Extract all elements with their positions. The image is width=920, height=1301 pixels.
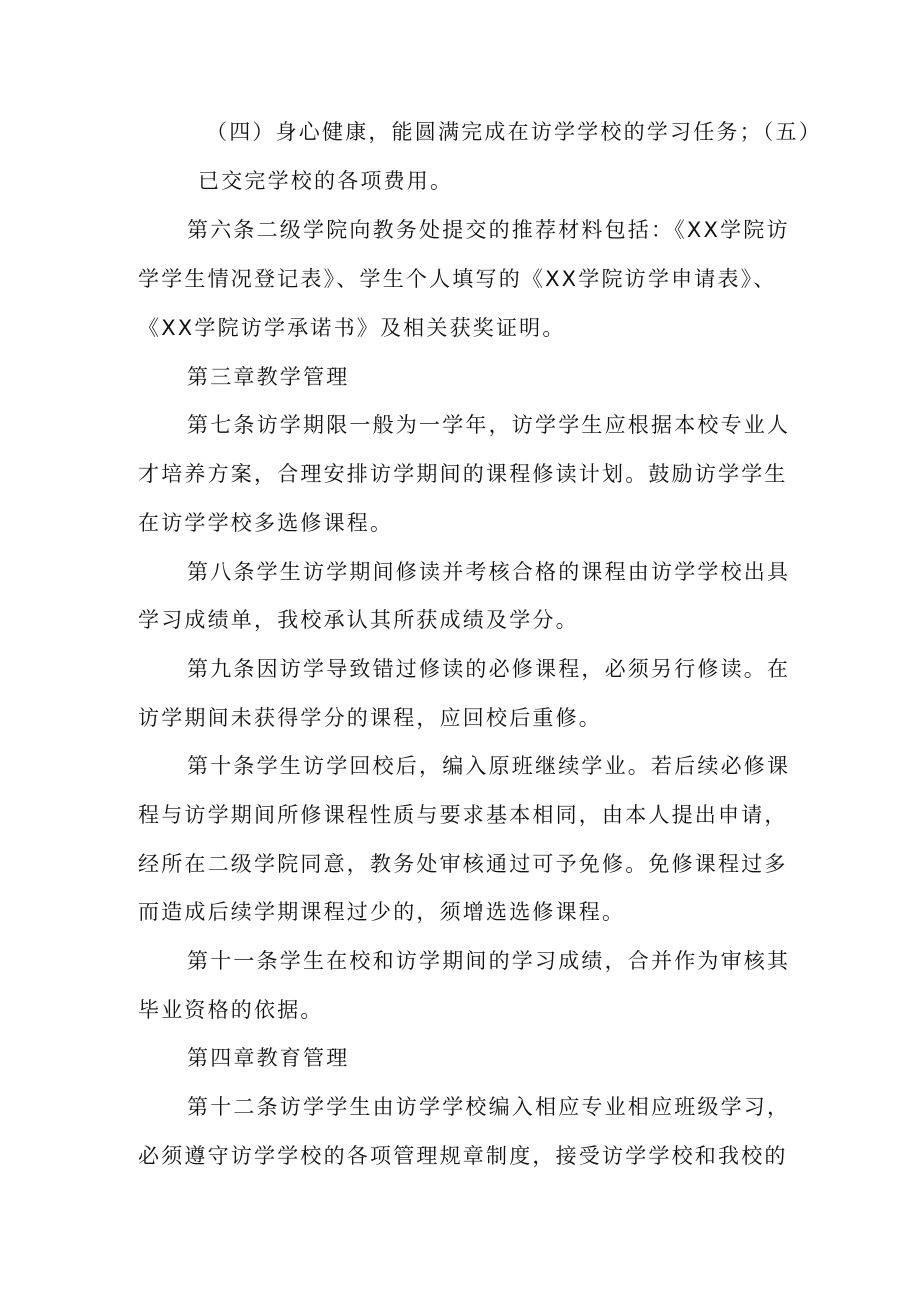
text-line: 学学生情况登记表》、学生个人填写的《XX学院访学申请表》、: [138, 267, 777, 291]
text-line: 第十条学生访学回校后，编入原班继续学业。若后续必修课: [187, 754, 791, 778]
text-line: 第十二条访学学生由访学学校编入相应专业相应班级学习，: [187, 1095, 791, 1119]
text-line: 访学期间未获得学分的课程，应回校后重修。: [138, 706, 602, 730]
chapter-heading: 第四章教育管理: [187, 1046, 350, 1070]
text-line: 已交完学校的各项费用。: [198, 169, 454, 193]
text-line: 经所在二级学院同意，教务处审核通过可予免修。免修课程过多: [138, 852, 788, 876]
text-line: 而造成后续学期课程过少的，须增选选修课程。: [138, 900, 626, 924]
text-line: 第六条二级学院向教务处提交的推荐材料包括：《XX学院访: [187, 218, 790, 242]
text-line: （四）身心健康，能圆满完成在访学学校的学习任务；（五）: [206, 120, 822, 144]
text-line: 才培养方案，合理安排访学期间的课程修读计划。鼓励访学学生: [138, 462, 788, 486]
chapter-heading: 第三章教学管理: [187, 365, 350, 389]
text-line: 程与访学期间所修课程性质与要求基本相同，由本人提出申请，: [138, 803, 788, 827]
text-line: 第七条访学期限一般为一学年，访学学生应根据本校专业人: [187, 413, 791, 437]
text-line: 毕业资格的依据。: [138, 998, 324, 1022]
text-line: 《XX学院访学承诺书》及相关获奖证明。: [138, 316, 566, 340]
text-line: 学习成绩单，我校承认其所获成绩及学分。: [138, 608, 579, 632]
text-line: 第八条学生访学期间修读并考核合格的课程由访学学校出具: [187, 560, 791, 584]
text-line: 第九条因访学导致错过修读的必修课程，必须另行修读。在: [187, 657, 791, 681]
text-line: 第十一条学生在校和访学期间的学习成绩，合并作为审核其: [187, 949, 791, 973]
text-line: 在访学学校多选修课程。: [138, 511, 394, 535]
text-line: 必须遵守访学学校的各项管理规章制度，接受访学学校和我校的: [138, 1144, 788, 1168]
